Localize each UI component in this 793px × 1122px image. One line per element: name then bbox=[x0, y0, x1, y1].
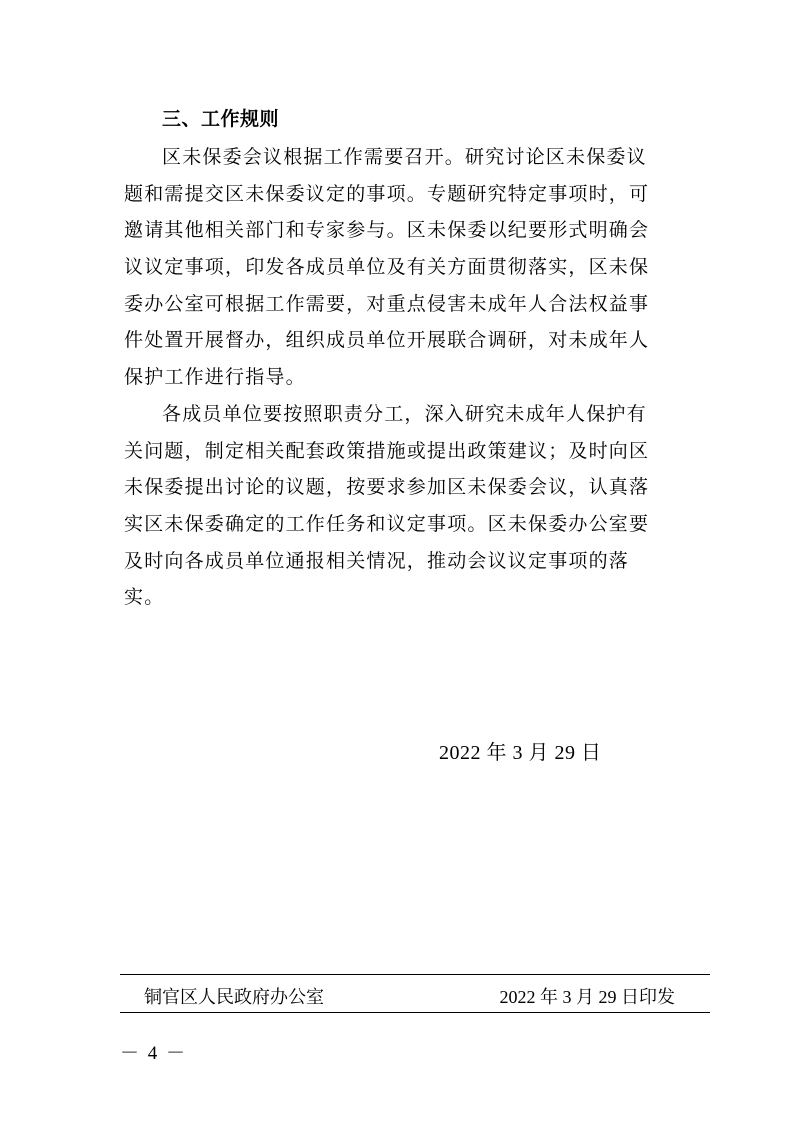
section-heading: 三、工作规则 bbox=[162, 108, 280, 130]
work-rules-paragraph-1 bbox=[124, 139, 694, 396]
paragraph-line: 委办公室可根据工作需要，对重点侵害未成年人合法权益事 bbox=[124, 292, 650, 315]
work-rules-paragraph-2 bbox=[124, 396, 694, 616]
page-number: － 4 － bbox=[120, 1043, 188, 1064]
paragraph-line: 实。 bbox=[124, 586, 165, 609]
paragraph-line: 及时向各成员单位通报相关情况，推动会议议定事项的落 bbox=[124, 549, 630, 572]
paragraph-line: 区未保委会议根据工作需要召开。研究讨论区未保委议 bbox=[162, 146, 647, 168]
issuing-office: 铜官区人民政府办公室 bbox=[144, 987, 324, 1007]
paragraph-line: 实区未保委确定的工作任务和议定事项。区未保委办公室要 bbox=[124, 513, 650, 536]
paragraph-line: 关问题，制定相关配套政策措施或提出政策建议；及时向区 bbox=[124, 439, 650, 462]
paragraph-line: 保护工作进行指导。 bbox=[124, 366, 306, 389]
print-date: 2022 年 3 月 29 日印发 bbox=[499, 987, 675, 1007]
paragraph-line: 件处置开展督办，组织成员单位开展联合调研，对未成年人 bbox=[124, 329, 650, 352]
paragraph-line: 题和需提交区未保委议定的事项。专题研究特定事项时，可 bbox=[124, 182, 650, 205]
footer-bottom-rule bbox=[120, 1012, 710, 1013]
signature-date: 2022 年 3 月 29 日 bbox=[439, 742, 602, 764]
footer-top-rule bbox=[120, 974, 710, 975]
paragraph-line: 各成员单位要按照职责分工，深入研究未成年人保护有 bbox=[162, 403, 647, 425]
paragraph-line: 议议定事项，印发各成员单位及有关方面贯彻落实，区未保 bbox=[124, 256, 650, 279]
paragraph-line: 邀请其他相关部门和专家参与。区未保委以纪要形式明确会 bbox=[124, 219, 650, 242]
paragraph-line: 未保委提出讨论的议题，按要求参加区未保委会议，认真落 bbox=[124, 476, 650, 499]
